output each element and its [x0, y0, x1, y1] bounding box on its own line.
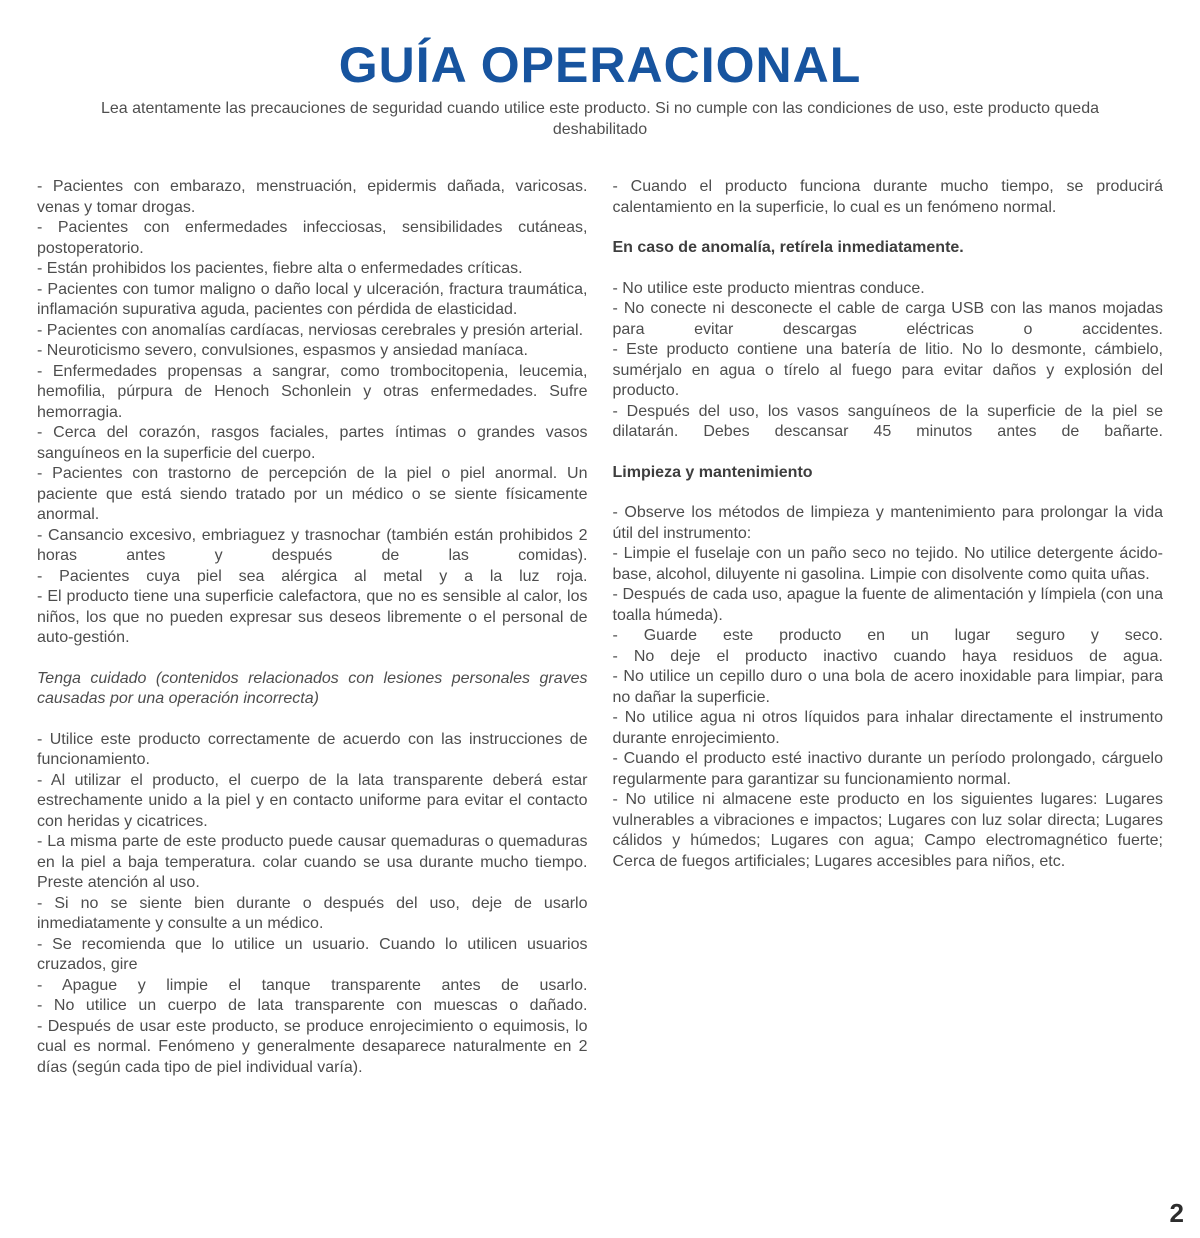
paragraph: - Pacientes con tumor maligno o daño local y ulceración, fractura traumática, inflamación supurativa aguda, pacientes con pérdida de elasticidad.	[37, 280, 588, 318]
paragraph: - Limpie el fuselaje con un paño seco no tejido. No utilice detergente ácido-base, alcohol, diluyente ni gasolina. Limpie con disolvente como quita uñas.	[612, 545, 1163, 583]
paragraph: - Después de usar este producto, se produce enrojecimiento o equimosis, lo cual es normal. Fenómeno y generalmente desaparece naturalmente en 2 días (según cada tipo de piel individual varía).	[37, 1017, 588, 1076]
paragraph: - No utilice ni almacene este producto en los siguientes lugares: Lugares vulnerables a vibraciones e impactos; Lugares con luz solar directa; Lugares cálidos y húmedos; Lugares con agua; Campo electromagnético fuerte; Cerca de fuegos artificiales; Lugares accesibles para niños, etc.	[612, 791, 1163, 870]
document-page	[0, 38, 1200, 1238]
paragraph: - Después del uso, los vasos sanguíneos de la superficie de la piel se dilatarán. Debes descansar 45 minutos antes de bañarte.	[612, 402, 1163, 440]
paragraph: - Apague y limpie el tanque transparente antes de usarlo.	[37, 976, 588, 994]
paragraph: - El producto tiene una superficie calefactora, que no es sensible al calor, los niños, los que no pueden expresar sus deseos libremente o el personal de auto-gestión.	[37, 588, 588, 646]
paragraph: - Cerca del corazón, rasgos faciales, partes íntimas o grandes vasos sanguíneos en la superficie del cuerpo.	[37, 424, 588, 462]
paragraph: - Pacientes con enfermedades infecciosas, sensibilidades cutáneas, postoperatorio.	[37, 219, 588, 257]
paragraph: - Están prohibidos los pacientes, fiebre alta o enfermedades críticas.	[37, 260, 523, 277]
paragraph: - No utilice un cepillo duro o una bola de acero inoxidable para limpiar, para no dañar la superficie.	[612, 668, 1163, 706]
paragraph: - Se recomienda que lo utilice un usuario. Cuando lo utilicen usuarios cruzados, gire	[37, 935, 588, 973]
paragraph: - Pacientes con embarazo, menstruación, epidermis dañada, varicosas. venas y tomar drogas.	[37, 178, 588, 216]
paragraph: - Si no se siente bien durante o después del uso, deje de usarlo inmediatamente y consulte a un médico.	[37, 894, 588, 932]
paragraph: - Observe los métodos de limpieza y mantenimiento para prolongar la vida útil del instrumento:	[612, 504, 1163, 542]
paragraph: - Pacientes cuya piel sea alérgica al metal y a la luz roja.	[37, 567, 588, 585]
paragraph: - Utilice este producto correctamente de acuerdo con las instrucciones de funcionamiento.	[37, 730, 588, 768]
paragraph: - Cuando el producto funciona durante mucho tiempo, se producirá calentamiento en la superficie, lo cual es un fenómeno normal.	[612, 178, 1163, 216]
right-column	[613, 177, 1164, 1078]
caution-note: Tenga cuidado (contenidos relacionados con lesiones personales graves causadas por una operación incorrecta)	[37, 669, 588, 707]
paragraph: - Enfermedades propensas a sangrar, como trombocitopenia, leucemia, hemofilia, púrpura de Henoch Schonlein y otras enfermedades. Sufre hemorragia.	[37, 362, 588, 421]
left-column	[37, 177, 588, 1078]
paragraph: - La misma parte de este producto puede causar quemaduras o quemaduras en la piel a baja temperatura. colar cuando se usa durante mucho tiempo. Preste atención al uso.	[37, 833, 588, 891]
page-subtitle: Lea atentamente las precauciones de seguridad cuando utilice este producto. Si no cumple con las condiciones de uso, este producto queda deshabilitado	[101, 100, 1099, 138]
paragraph: - Pacientes con trastorno de percepción de la piel o piel anormal. Un paciente que está siendo tratado por un médico o se siente físicamente anormal.	[37, 465, 588, 523]
paragraph: - Cansancio excesivo, embriaguez y trasnochar (también están prohibidos 2 horas antes y después de las comidas).	[37, 526, 588, 564]
paragraph: - Neuroticismo severo, convulsiones, espasmos y ansiedad maníaca.	[37, 342, 528, 359]
paragraph: - No utilice este producto mientras conduce.	[612, 279, 925, 297]
page-number: 2	[1169, 1198, 1184, 1228]
paragraph: - Cuando el producto esté inactivo durante un período prolongado, cárguelo regularmente para garantizar su funcionamiento normal.	[612, 750, 1163, 788]
paragraph: - No conecte ni desconecte el cable de carga USB con las manos mojadas para evitar descargas eléctricas o accidentes.	[612, 300, 1163, 338]
two-column-body	[0, 177, 1200, 1078]
paragraph: - Al utilizar el producto, el cuerpo de la lata transparente deberá estar estrechamente unido a la piel y en contacto uniforme para evitar el contacto con heridas y cicatrices.	[37, 771, 588, 830]
paragraph: - No utilice agua ni otros líquidos para inhalar directamente el instrumento durante enrojecimiento.	[612, 709, 1163, 747]
section-heading-anomaly: En caso de anomalía, retírela inmediatamente.	[612, 239, 964, 256]
page-title: GUÍA OPERACIONAL	[338, 37, 862, 93]
paragraph: - No utilice un cuerpo de lata transparente con muescas o dañado.	[37, 997, 588, 1014]
section-heading-cleaning: Limpieza y mantenimiento	[612, 463, 813, 481]
paragraph: - Pacientes con anomalías cardíacas, nerviosas cerebrales y presión arterial.	[37, 321, 584, 339]
paragraph: - Guarde este producto en un lugar seguro y seco.	[612, 627, 1163, 644]
paragraph: - No deje el producto inactivo cuando haya residuos de agua.	[612, 647, 1163, 665]
paragraph: - Después de cada uso, apague la fuente de alimentación y límpiela (con una toalla húmeda).	[612, 586, 1163, 624]
paragraph: - Este producto contiene una batería de litio. No lo desmonte, cámbielo, sumérjalo en agua o tírelo al fuego para evitar daños y explosión del producto.	[612, 341, 1163, 399]
